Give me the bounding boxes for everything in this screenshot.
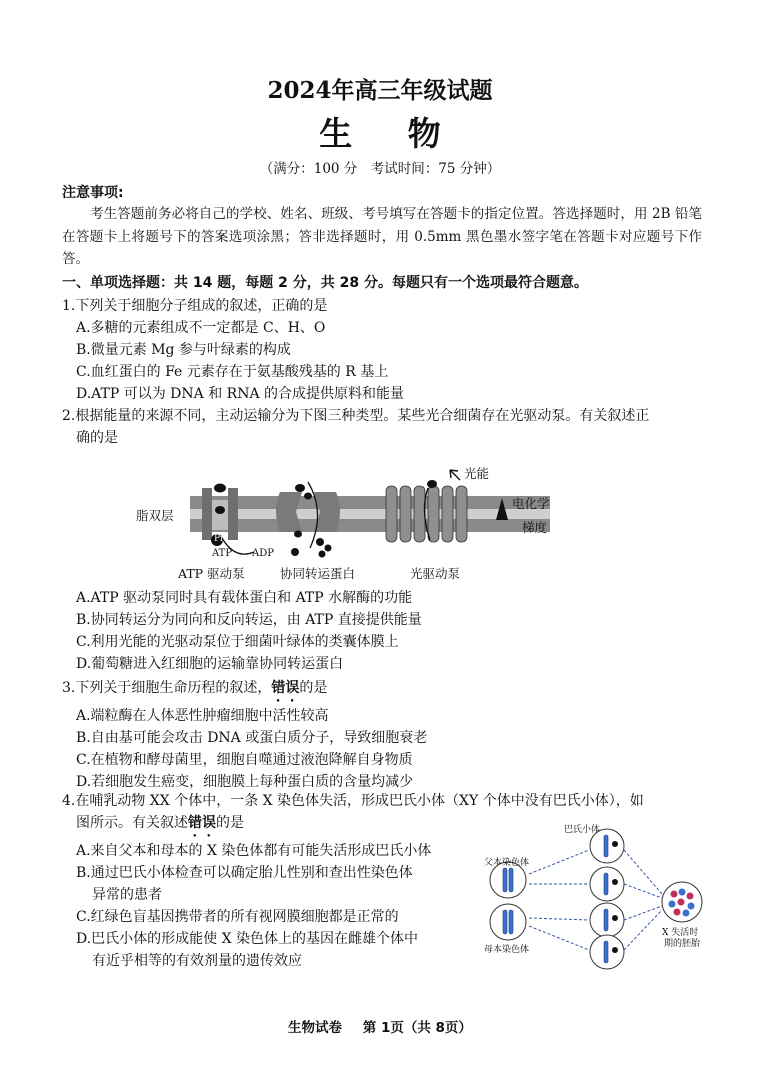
transport-figure — [130, 460, 600, 585]
exam-meta: （满分：100 分 考试时间：75 分钟） — [259, 161, 501, 177]
option-b: B.微量元素 Mg 参与叶绿素的构成 — [76, 342, 291, 358]
light-arrow-icon — [450, 470, 460, 480]
option-d: D.葡萄糖进入红细胞的运输靠协同转运蛋白 — [76, 656, 344, 672]
option-d: D.ATP 可以为 DNA 和 RNA 的合成提供原料和能量 — [76, 386, 405, 402]
option-c: C.利用光能的光驱动泵位于细菌叶绿体的类囊体膜上 — [76, 634, 399, 650]
membrane-bottom-layer — [190, 519, 550, 532]
inactivation-label-1: X 失活时 — [662, 928, 699, 938]
question-stem: 4.在哺乳动物 XX 个体中，一条 X 染色体失活，形成巴氏小体（XY 个体中没有巴氏小体），如 — [62, 793, 644, 809]
option-b: B.通过巴氏小体检查可以确定胎儿性别和查出性染色体 — [76, 865, 413, 881]
option-c: C.红绿色盲基因携带者的所有视网膜细胞都是正常的 — [76, 909, 399, 925]
atp-pump-solute-top — [214, 484, 226, 493]
inactivation-label-2: 期的胚胎 — [664, 939, 701, 949]
light-pump-solute — [427, 480, 437, 488]
membrane-label: 脂双层 — [136, 508, 174, 523]
barr-body-label: 巴氏小体 — [564, 825, 601, 835]
subject-title: 生 物 — [319, 114, 463, 153]
gradient-label-1: 电化学 — [512, 496, 550, 511]
option-a: A.来自父本和母本的 X 染色体都有可能失活形成巴氏小体 — [76, 843, 432, 859]
option-b-cont: 异常的患者 — [92, 887, 162, 903]
atp-pump-solute-mid — [215, 506, 225, 514]
atp-pump-channel — [212, 500, 228, 530]
gradient-label-2: 梯度 — [522, 520, 548, 535]
question-4-options — [62, 840, 482, 972]
stem-emphasis: 错误 — [188, 815, 216, 831]
pi-label: Pi — [214, 534, 223, 544]
question-stem: 2.根据能量的来源不同，主动运输分为下图三种类型。某些光合细菌存在光驱动泵。有关叙述正 — [62, 408, 650, 424]
solute-dot-4 — [291, 548, 299, 556]
solute-dot-3 — [319, 551, 326, 558]
lineage-arrows — [529, 850, 662, 950]
light-pump-label: 光驱动泵 — [410, 566, 461, 581]
option-a: A.端粒酶在人体恶性肿瘤细胞中活性较高 — [76, 708, 329, 724]
footer-subject: 生物试卷 — [288, 1020, 343, 1036]
option-d-cont: 有近乎相等的有效剂量的遗传效应 — [92, 953, 302, 969]
notice-heading: 注意事项: — [62, 185, 124, 201]
option-d: D.若细胞发生癌变，细胞膜上每种蛋白质的含量均减少 — [76, 774, 414, 790]
question-stem-cont: 确的是 — [76, 430, 118, 446]
barr-body-figure — [484, 822, 710, 972]
atp-pump-right-subunit — [228, 488, 238, 540]
adp-label: ADP — [252, 548, 274, 559]
stem-suffix: 的是 — [216, 815, 244, 831]
membrane-middle-layer — [190, 509, 550, 519]
paternal-label: 父本染色体 — [484, 858, 530, 868]
page-footer — [0, 1016, 760, 1036]
cotransporter-label: 协同转运蛋白 — [280, 566, 356, 581]
cotransporter-solute-2 — [304, 493, 312, 500]
question-stem: 1.下列关于细胞分子组成的叙述，正确的是 — [62, 298, 328, 314]
option-a: A.多糖的元素组成不一定都是 C、H、O — [76, 320, 326, 336]
membrane-top-layer — [190, 496, 550, 509]
question-2 — [62, 405, 712, 449]
option-c: C.在植物和酵母菌里，细胞自噬通过液泡降解自身物质 — [76, 752, 413, 768]
option-b: B.自由基可能会攻击 DNA 或蛋白质分子，导致细胞衰老 — [76, 730, 428, 746]
stem-prefix: 3.下列关于细胞生命历程的叙述， — [62, 680, 272, 696]
notice-body: 考生答题前务必将自己的学校、姓名、班级、考号填写在答题卡的指定位置。答选择题时，用 2B 铅笔在答题卡上将题号下的答案选项涂黑；答非选择题时，用 0.5mm 黑色墨水签字笔在答题卡对应题号下作答。 — [62, 206, 702, 267]
question-1 — [62, 295, 712, 405]
stem-suffix: 的是 — [299, 680, 328, 696]
option-c: C.血红蛋白的 Fe 元素存在于氨基酸残基的 R 基上 — [76, 364, 389, 380]
option-b: B.协同转运分为同向和反向转运，由 ATP 直接提供能量 — [76, 612, 422, 628]
light-label: 光能 — [464, 466, 490, 481]
atp-pump-label: ATP 驱动泵 — [178, 566, 245, 581]
option-a: A.ATP 驱动泵同时具有载体蛋白和 ATP 水解酶的功能 — [76, 590, 413, 606]
question-2-options — [62, 587, 712, 675]
section-heading: 一、单项选择题：共 14 题，每题 2 分，共 28 分。每题只有一个选项最符合题意。 — [62, 275, 588, 291]
cotransporter-solute-1 — [295, 484, 305, 492]
solute-dot-1 — [316, 538, 324, 546]
question-stem — [62, 677, 712, 705]
exam-title: 2024年高三年级试题 — [267, 77, 493, 104]
atp-label: ATP — [212, 548, 233, 559]
atp-pump-left-subunit — [202, 488, 212, 540]
stem-emphasis: 错误 — [271, 680, 300, 696]
question-3 — [62, 677, 712, 793]
footer-page-number: 第 1页（共 8页） — [362, 1020, 472, 1036]
stem-prefix: 图所示。有关叙述 — [76, 815, 188, 831]
option-d: D.巴氏小体的形成能使 X 染色体上的基因在雌雄个体中 — [76, 931, 419, 947]
cotransporter-solute-3 — [294, 531, 302, 538]
maternal-label: 母本染色体 — [484, 945, 530, 955]
solute-dot-2 — [325, 545, 332, 552]
